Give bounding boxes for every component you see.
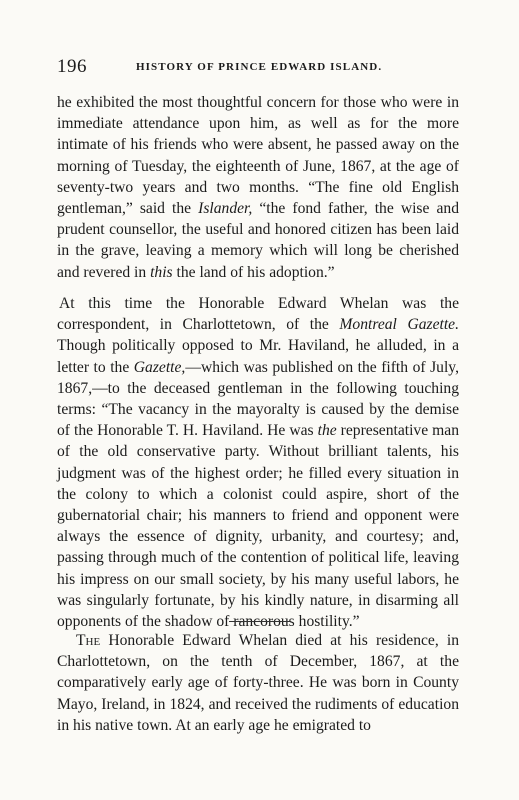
page-header	[57, 56, 461, 78]
paragraph-text: “the fond father, the wise and prudent counsellor, the useful and honored citizen has been laid in the grave, leaving a memory which will long be cherished and revered in	[57, 200, 459, 281]
paragraph-text: —which was published on the fifth of July, 1867,—to the deceased gentleman in the following touching terms: “The vacancy in the mayoralty is caused by the demise of the Honorable T. H. Haviland. He was	[57, 358, 459, 440]
paragraph-text: Honorable Edward Whelan died at his residence, in Charlottetown, on the tenth of December, 1867, at the comparatively early age of forty-three. He was born in County Mayo, Ireland, in 1824, and received the rudiments of education in his native town. At an early age he emigrated to	[57, 632, 459, 734]
paragraph-whelan-letter	[57, 293, 459, 632]
paragraph-haviland-death	[57, 92, 459, 283]
newspaper-title-islander: Islander,	[198, 200, 253, 218]
emphasis-this: this	[150, 263, 173, 281]
paragraph-text: representative man of the old conservative party. Without brilliant talents, his judgment was of the highest order; he filled every situation in the colony to which a colonist could aspire, short of the gubernatorial chair; his manners to friend and opponent were always the essence of dignity, urbanity, and courtesy; and, passing through much of the contention of political life, leaving his impress on our small society, by his many useful labors, he was singularly fortunate, by his kindly nature, in disarming all opponents of the shadow of rancorous hostility.”	[57, 422, 459, 631]
newspaper-title-montreal-gazette: Montreal Gazette.	[339, 316, 459, 334]
section-divider	[229, 621, 291, 622]
emphasis-the: the	[317, 422, 337, 440]
paragraph-whelan-death	[57, 630, 459, 736]
section-lead-word: The	[76, 632, 101, 649]
paragraph-text: At this time the Honorable Edward Whelan was the correspondent, in Charlottetown, of the	[57, 295, 459, 334]
page-number: 196	[57, 56, 87, 77]
newspaper-title-gazette: Gazette,	[133, 358, 186, 376]
paragraph-text: Though politically opposed to Mr. Haviland, he alluded, in a letter to the	[57, 337, 459, 376]
paragraph-text: the land of his adoption.”	[172, 263, 335, 281]
paragraph-text: he exhibited the most thoughtful concern for those who were in immediate attendance upon him, as well as for the more intimate of his friends who were absent, he passed away on the morning of Tuesday, the eighteenth of June, 1867, at the age of seventy-two years and two months. “The fine old English gentleman,” said the	[57, 94, 459, 218]
running-head: HISTORY OF PRINCE EDWARD ISLAND.	[136, 61, 383, 73]
